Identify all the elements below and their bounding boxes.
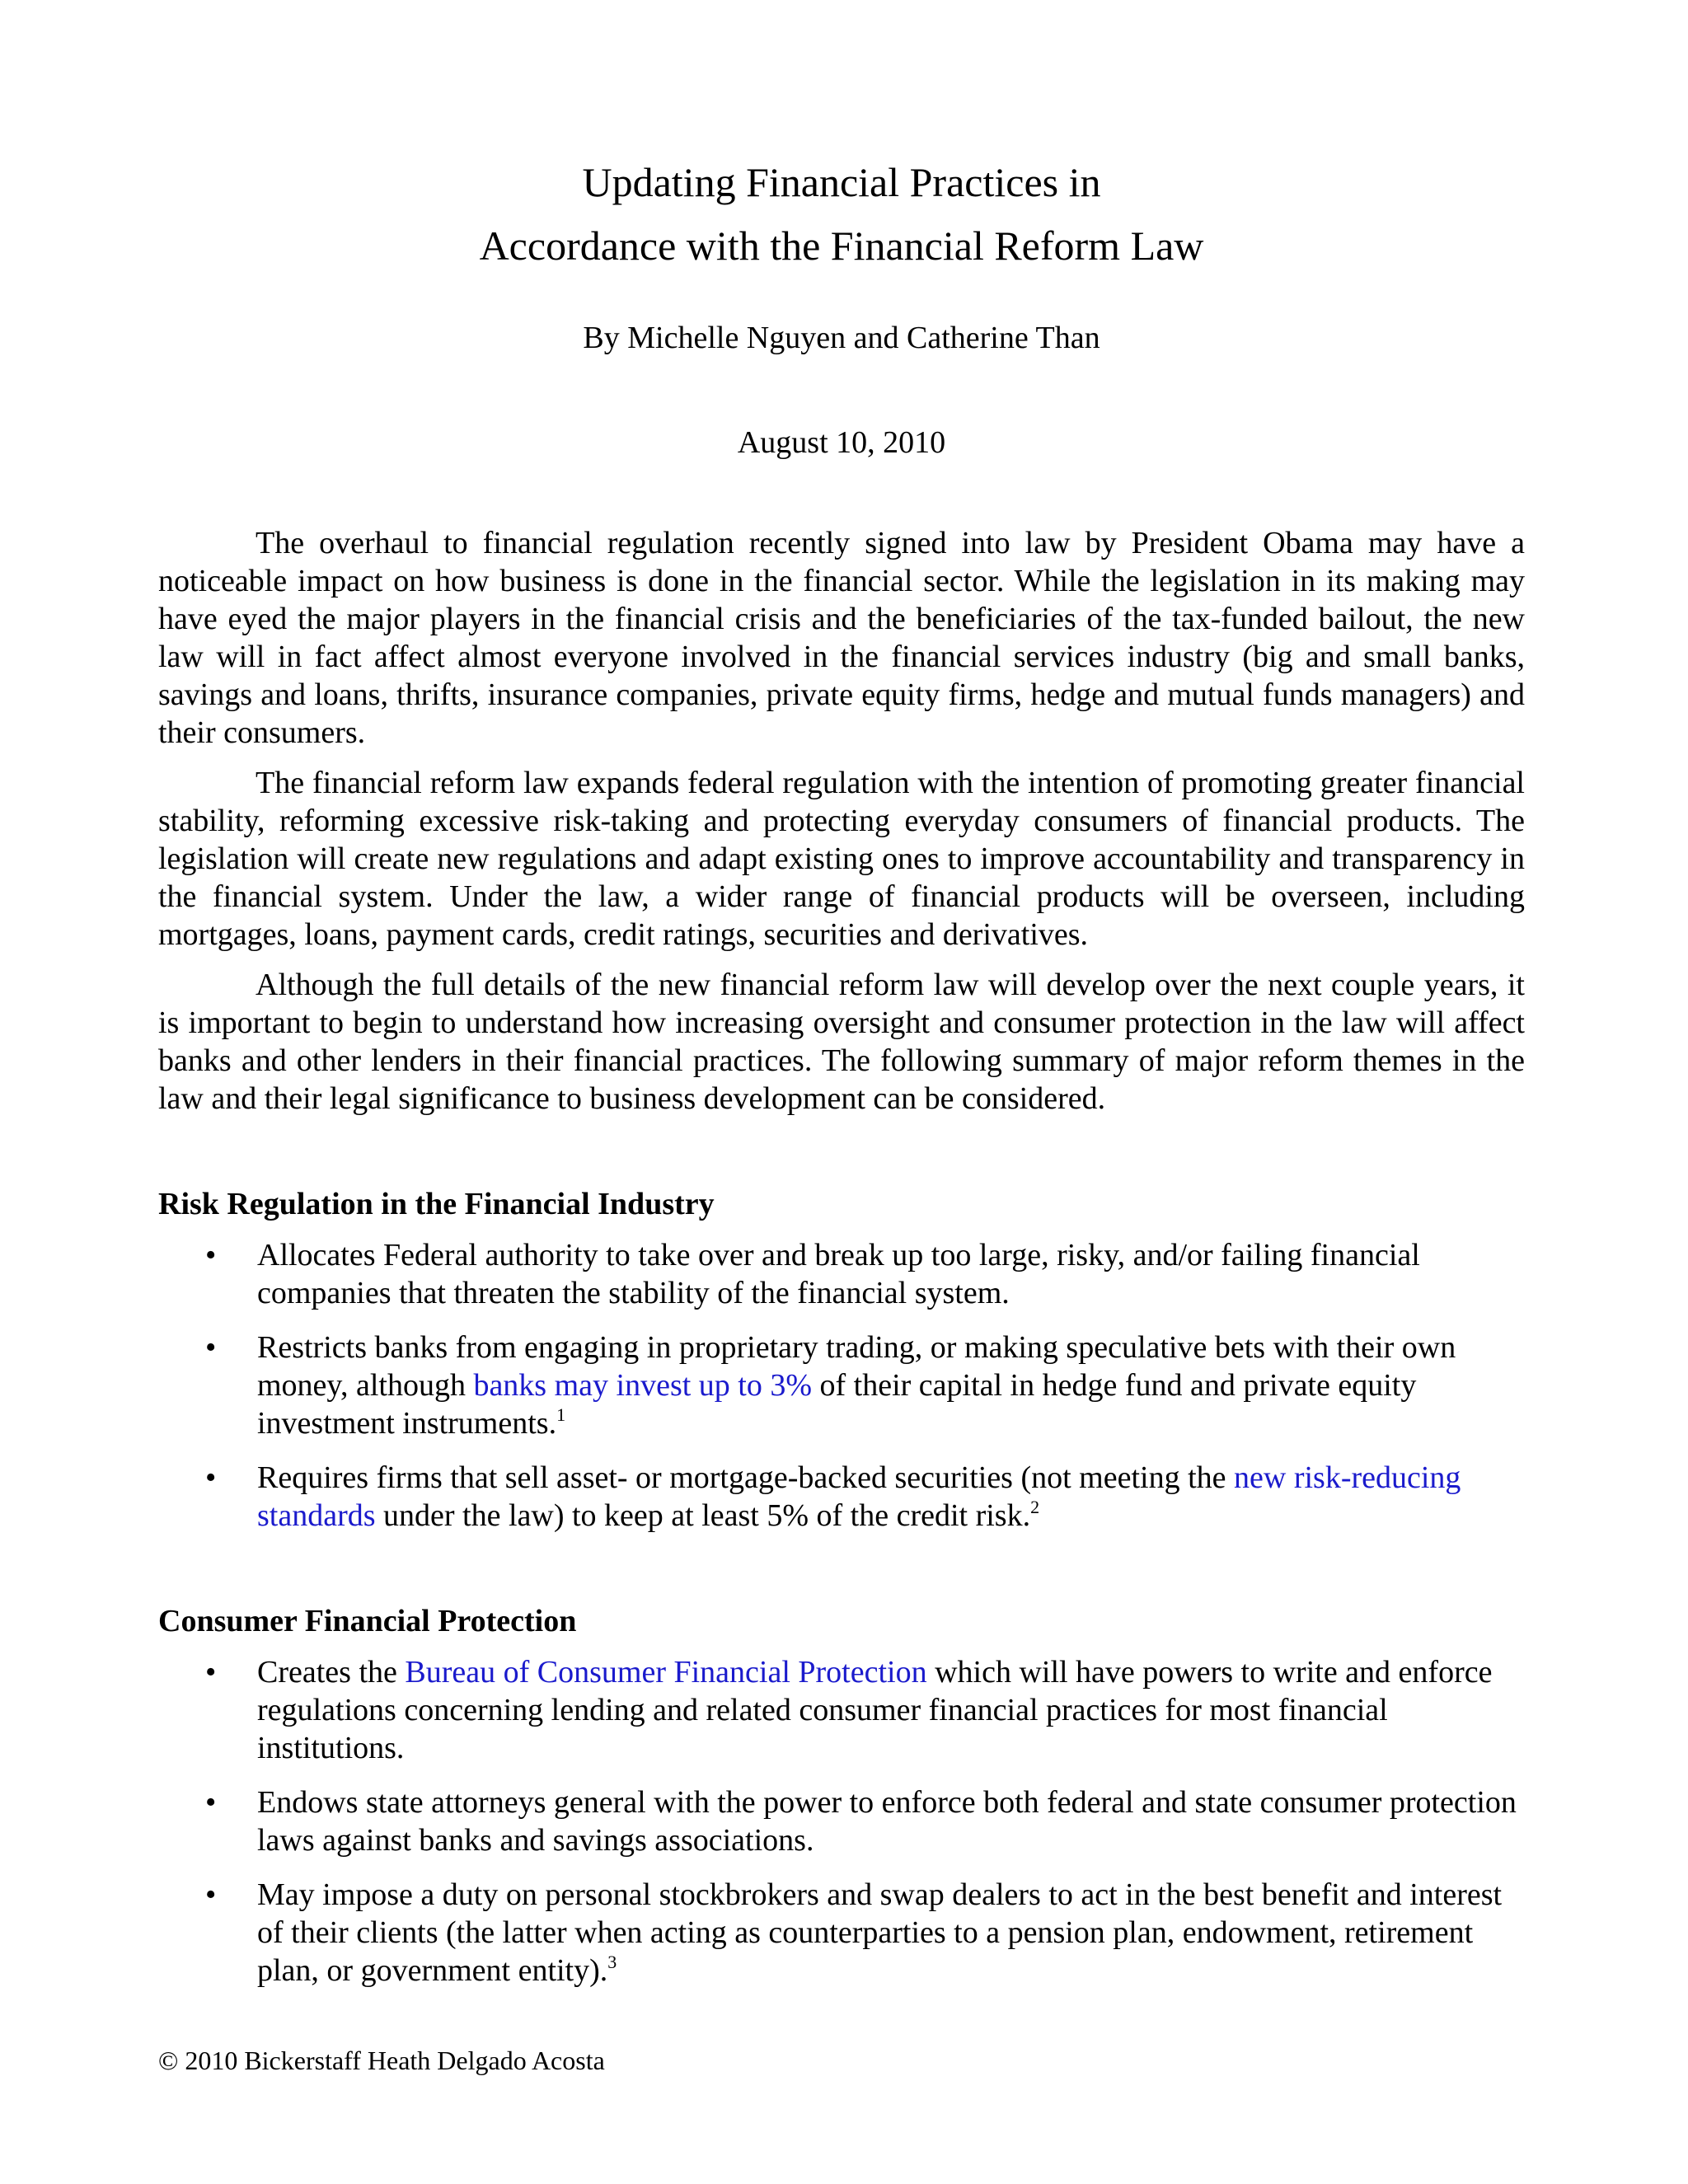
- consumer-bullet-2-text: Endows state attorneys general with the power to enforce both federal and state consumer protection laws against banks and savings associations.: [257, 1785, 1517, 1858]
- risk-bullet-2-text-end: of their capital in hedge fund and private equity investment instruments.: [257, 1368, 1417, 1441]
- list-item: [158, 1459, 1525, 1535]
- list-item: [158, 1653, 1525, 1767]
- risk-regulation-section: [158, 1185, 1525, 1551]
- footnote-marker-3: 3: [607, 1952, 617, 1972]
- section-heading-consumer: Consumer Financial Protection: [158, 1604, 577, 1638]
- list-item: [158, 1783, 1525, 1859]
- consumer-bullet-1-text: Creates the: [257, 1655, 406, 1690]
- bullet-icon: •: [205, 1330, 217, 1365]
- document-page: [158, 0, 1525, 2184]
- publication-date: August 10, 2010: [737, 425, 946, 460]
- bullet-icon: •: [205, 1655, 217, 1690]
- risk-bullet-2-text: Restricts banks from engaging in proprietary trading, or making speculative bets with their own money, although: [257, 1330, 1456, 1403]
- consumer-bullet-list: [158, 1653, 1525, 1990]
- bullet-icon: •: [205, 1460, 217, 1495]
- intro-paragraph-1: The overhaul to financial regulation recently signed into law by President Obama may have a noticeable impact on how business is done in the financial sector. While the legislation in its making may have eyed the major players in the financial crisis and the beneficiaries of the tax-funded bailout, the new law will in fact affect almost everyone involved in the financial services industry (big and small banks, savings and loans, thrifts, insurance companies, private equity firms, hedge and mutual funds managers) and their consumers.: [158, 526, 1525, 750]
- consumer-protection-section: [158, 1602, 1525, 2006]
- document-title: [158, 151, 1525, 278]
- link-bureau-consumer-financial-protection[interactable]: Bureau of Consumer Financial Protection: [405, 1655, 927, 1690]
- bullet-icon: •: [205, 1238, 217, 1272]
- intro-paragraph-2: The financial reform law expands federal regulation with the intention of promoting greater financial stability, reforming excessive risk-taking and protecting everyday consumers of financial products. The legislation will create new regulations and adapt existing ones to improve accountability and transparency in the financial system. Under the law, a wider range of financial products will be overseen, including mortgages, loans, payment cards, credit ratings, securities and derivatives.: [158, 766, 1525, 952]
- list-item: [158, 1329, 1525, 1442]
- footnote-marker-2: 2: [1030, 1497, 1040, 1517]
- link-new-risk-reducing-standards[interactable]: new risk-reducing standards: [257, 1460, 1461, 1533]
- copyright-footer: © 2010 Bickerstaff Heath Delgado Acosta: [158, 2046, 605, 2075]
- section-heading-risk: Risk Regulation in the Financial Industry: [158, 1187, 715, 1221]
- byline: By Michelle Nguyen and Catherine Than: [583, 321, 1100, 355]
- consumer-bullet-1-text-end: which will have powers to write and enforce regulations concerning lending and related consumer financial practices for most financial institutions.: [257, 1655, 1493, 1765]
- consumer-bullet-3-text: May impose a duty on personal stockbrokers and swap dealers to act in the best benefit and interest of their clients (the latter when acting as counterparties to a pension plan, endowment, retirement plan, or government entity).: [257, 1877, 1503, 1988]
- intro-section: [158, 524, 1525, 1130]
- list-item: [158, 1876, 1525, 1990]
- list-item: [158, 1236, 1525, 1312]
- bullet-icon: •: [205, 1785, 217, 1820]
- title-line-2: Accordance with the Financial Reform Law: [479, 223, 1204, 269]
- risk-bullet-3-text: Requires firms that sell asset- or mortgage-backed securities (not meeting the: [257, 1460, 1235, 1495]
- intro-paragraph-3: Although the full details of the new financial reform law will develop over the next couple years, it is important to begin to understand how increasing oversight and consumer protection in the law will affect banks and other lenders in their financial practices. The following summary of major reform themes in the law and their legal significance to business development can be considered.: [158, 968, 1525, 1116]
- risk-bullet-1-text: Allocates Federal authority to take over and break up too large, risky, and/or failing financial companies that threaten the stability of the financial system.: [257, 1238, 1420, 1310]
- footnote-marker-1: 1: [556, 1404, 566, 1425]
- link-banks-may-invest[interactable]: banks may invest up to 3%: [473, 1368, 812, 1403]
- title-line-1: Updating Financial Practices in: [582, 159, 1101, 205]
- bullet-icon: •: [205, 1877, 217, 1912]
- risk-bullet-list: [158, 1236, 1525, 1535]
- risk-bullet-3-text-end: under the law) to keep at least 5% of the credit risk.: [375, 1498, 1031, 1533]
